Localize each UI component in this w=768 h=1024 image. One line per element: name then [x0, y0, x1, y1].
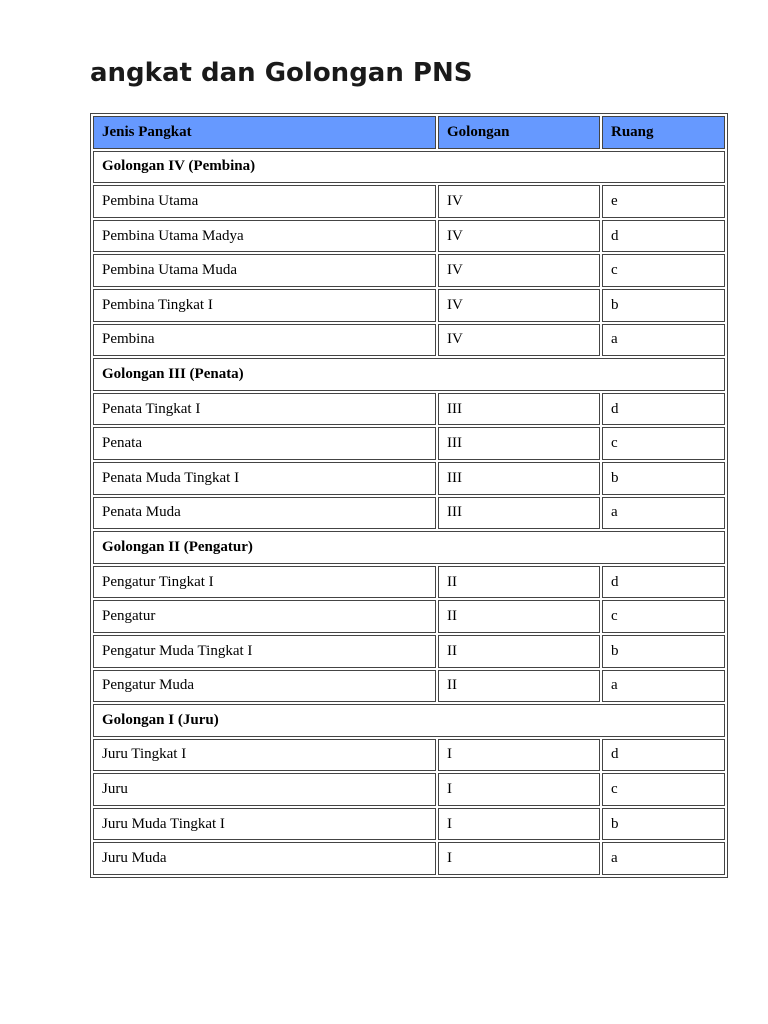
header-golongan: Golongan	[438, 116, 600, 149]
table-row	[93, 220, 725, 253]
group-row	[93, 704, 725, 737]
cell-golongan: III	[438, 462, 600, 495]
cell-ruang: a	[602, 324, 725, 357]
cell-ruang: e	[602, 185, 725, 218]
cell-pangkat: Pengatur	[93, 600, 436, 633]
group-golongan-iv	[93, 151, 725, 357]
cell-pangkat: Penata Muda	[93, 497, 436, 530]
table-row	[93, 324, 725, 357]
table-row	[93, 739, 725, 772]
cell-golongan: IV	[438, 254, 600, 287]
cell-golongan: IV	[438, 289, 600, 322]
cell-ruang: a	[602, 842, 725, 875]
group-row	[93, 531, 725, 564]
cell-pangkat: Penata Tingkat I	[93, 393, 436, 426]
cell-golongan: IV	[438, 220, 600, 253]
group-golongan-i	[93, 704, 725, 875]
cell-ruang: d	[602, 566, 725, 599]
cell-golongan: III	[438, 427, 600, 460]
cell-ruang: b	[602, 635, 725, 668]
cell-pangkat: Juru Muda Tingkat I	[93, 808, 436, 841]
cell-golongan: I	[438, 842, 600, 875]
table-row	[93, 393, 725, 426]
cell-ruang: c	[602, 427, 725, 460]
cell-pangkat: Pengatur Muda Tingkat I	[93, 635, 436, 668]
table-row	[93, 842, 725, 875]
cell-pangkat: Pembina Utama	[93, 185, 436, 218]
group-golongan-iii	[93, 358, 725, 529]
cell-ruang: a	[602, 670, 725, 703]
group-label: Golongan II (Pengatur)	[93, 531, 725, 564]
group-row	[93, 358, 725, 391]
cell-pangkat: Pengatur Muda	[93, 670, 436, 703]
cell-pangkat: Pembina Utama Muda	[93, 254, 436, 287]
table-header-row	[93, 116, 725, 149]
cell-ruang: c	[602, 773, 725, 806]
cell-pangkat: Juru Tingkat I	[93, 739, 436, 772]
cell-golongan: II	[438, 670, 600, 703]
header-ruang: Ruang	[602, 116, 725, 149]
cell-golongan: IV	[438, 324, 600, 357]
table-row	[93, 635, 725, 668]
cell-golongan: II	[438, 600, 600, 633]
table-row	[93, 497, 725, 530]
cell-golongan: I	[438, 808, 600, 841]
group-label: Golongan III (Penata)	[93, 358, 725, 391]
cell-pangkat: Pengatur Tingkat I	[93, 566, 436, 599]
header-jenis-pangkat: Jenis Pangkat	[93, 116, 436, 149]
cell-pangkat: Pembina Utama Madya	[93, 220, 436, 253]
group-row	[93, 151, 725, 184]
cell-ruang: d	[602, 220, 725, 253]
cell-ruang: b	[602, 462, 725, 495]
cell-golongan: I	[438, 773, 600, 806]
group-label: Golongan I (Juru)	[93, 704, 725, 737]
table-row	[93, 289, 725, 322]
table-row	[93, 254, 725, 287]
cell-golongan: I	[438, 739, 600, 772]
group-label: Golongan IV (Pembina)	[93, 151, 725, 184]
cell-ruang: c	[602, 600, 725, 633]
cell-golongan: III	[438, 497, 600, 530]
group-golongan-ii	[93, 531, 725, 702]
cell-pangkat: Penata Muda Tingkat I	[93, 462, 436, 495]
cell-pangkat: Pembina Tingkat I	[93, 289, 436, 322]
cell-golongan: II	[438, 566, 600, 599]
cell-golongan: II	[438, 635, 600, 668]
table-row	[93, 185, 725, 218]
cell-pangkat: Juru Muda	[93, 842, 436, 875]
cell-pangkat: Juru	[93, 773, 436, 806]
cell-golongan: III	[438, 393, 600, 426]
cell-ruang: d	[602, 393, 725, 426]
cell-ruang: a	[602, 497, 725, 530]
table-row	[93, 462, 725, 495]
cell-golongan: IV	[438, 185, 600, 218]
table-row	[93, 600, 725, 633]
page-title: angkat dan Golongan PNS	[90, 58, 473, 88]
table-row	[93, 773, 725, 806]
cell-ruang: c	[602, 254, 725, 287]
cell-ruang: b	[602, 289, 725, 322]
cell-pangkat: Penata	[93, 427, 436, 460]
rank-table	[90, 113, 728, 878]
cell-pangkat: Pembina	[93, 324, 436, 357]
cell-ruang: d	[602, 739, 725, 772]
table-row	[93, 427, 725, 460]
cell-ruang: b	[602, 808, 725, 841]
table-row	[93, 670, 725, 703]
table-row	[93, 808, 725, 841]
table-row	[93, 566, 725, 599]
